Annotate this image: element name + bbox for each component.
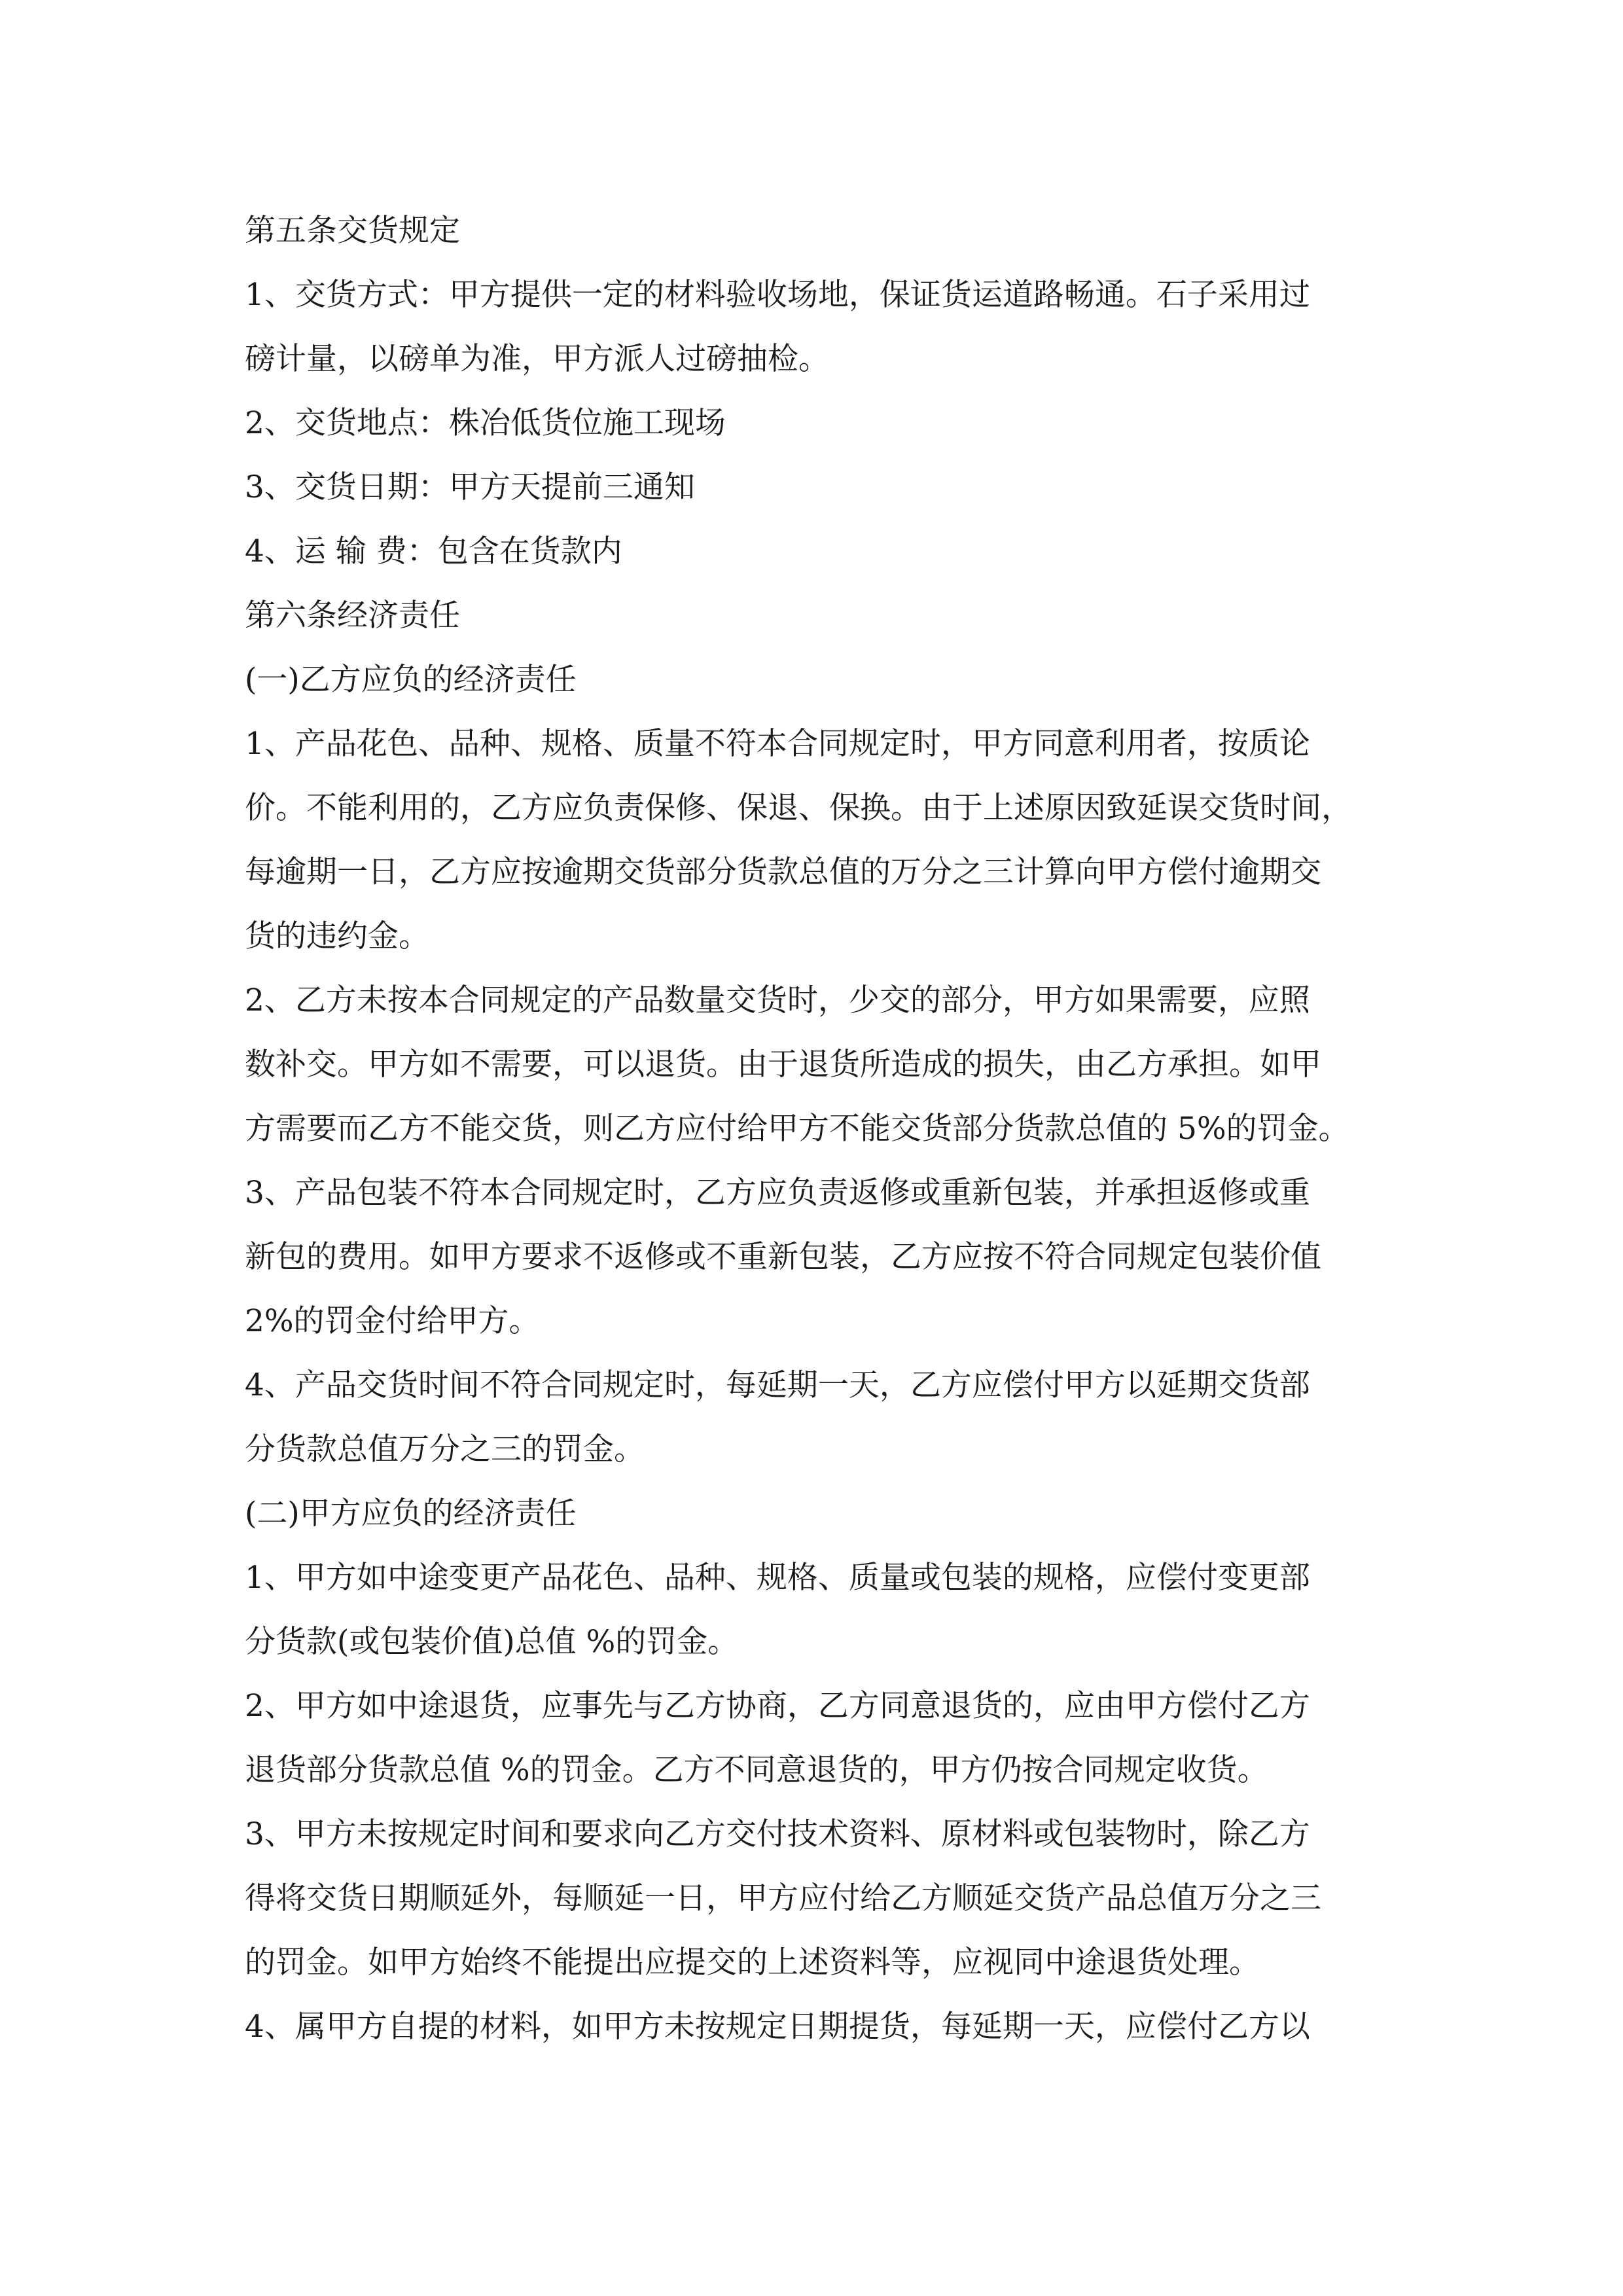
text-line: 2、交货地点：株冶低货位施工现场 [245, 405, 726, 441]
text-line: 1、产品花色、品种、规格、质量不符本合同规定时，甲方同意利用者，按质论 [245, 726, 1310, 762]
text-line: 4、产品交货时间不符合同规定时，每延期一天，乙方应偿付甲方以延期交货部 [245, 1367, 1310, 1403]
text-line: 3、甲方未按规定时间和要求向乙方交付技术资料、原材料或包装物时，除乙方 [245, 1816, 1310, 1852]
text-line: 数补交。甲方如不需要，可以退货。由于退货所造成的损失，由乙方承担。如甲 [245, 1047, 1321, 1083]
text-line: 2、甲方如中途退货，应事先与乙方协商，乙方同意退货的，应由甲方偿付乙方 [245, 1688, 1310, 1724]
text-line: 2%的罚金付给甲方。 [245, 1303, 540, 1339]
text-line: 3、交货日期：甲方天提前三通知 [245, 469, 695, 505]
text-line: 1、甲方如中途变更产品花色、品种、规格、质量或包装的规格，应偿付变更部 [245, 1560, 1310, 1596]
text-line: 磅计量，以磅单为准，甲方派人过磅抽检。 [245, 341, 829, 377]
text-line: 2、乙方未按本合同规定的产品数量交货时，少交的部分，甲方如果需要，应照 [245, 982, 1310, 1018]
text-line: 退货部分货款总值 %的罚金。乙方不同意退货的，甲方仍按合同规定收货。 [245, 1752, 1268, 1788]
subsection-heading-party-b: (一)乙方应负的经济责任 [245, 662, 577, 698]
subsection-heading-party-a: (二)甲方应负的经济责任 [245, 1496, 577, 1532]
text-line: 分货款(或包装价值)总值 %的罚金。 [245, 1624, 739, 1660]
text-line: 的罚金。如甲方始终不能提出应提交的上述资料等，应视同中途退货处理。 [245, 1945, 1260, 1981]
text-line: 4、属甲方自提的材料，如甲方未按规定日期提货，每延期一天，应偿付乙方以 [245, 2009, 1310, 2045]
section-heading-liability: 第六条经济责任 [245, 598, 460, 634]
text-line: 每逾期一日，乙方应按逾期交货部分货款总值的万分之三计算向甲方偿付逾期交 [245, 854, 1321, 890]
section-heading-delivery: 第五条交货规定 [245, 213, 460, 249]
text-line: 3、产品包装不符本合同规定时，乙方应负责返修或重新包装，并承担返修或重 [245, 1175, 1310, 1211]
text-line: 4、运 输 费：包含在货款内 [245, 533, 622, 569]
text-line: 1、交货方式：甲方提供一定的材料验收场地，保证货运道路畅通。石子采用过 [245, 277, 1310, 313]
text-line: 得将交货日期顺延外，每顺延一日，甲方应付给乙方顺延交货产品总值万分之三 [245, 1880, 1321, 1916]
document-body [245, 199, 1383, 2059]
text-line: 方需要而乙方不能交货，则乙方应付给甲方不能交货部分货款总值的 5%的罚金。 [245, 1111, 1349, 1147]
text-line: 新包的费用。如甲方要求不返修或不重新包装，乙方应按不符合同规定包装价值 [245, 1239, 1321, 1275]
text-line: 货的违约金。 [245, 918, 429, 954]
text-line: 分货款总值万分之三的罚金。 [245, 1431, 645, 1467]
text-line: 价。不能利用的，乙方应负责保修、保退、保换。由于上述原因致延误交货时间， [245, 790, 1352, 826]
